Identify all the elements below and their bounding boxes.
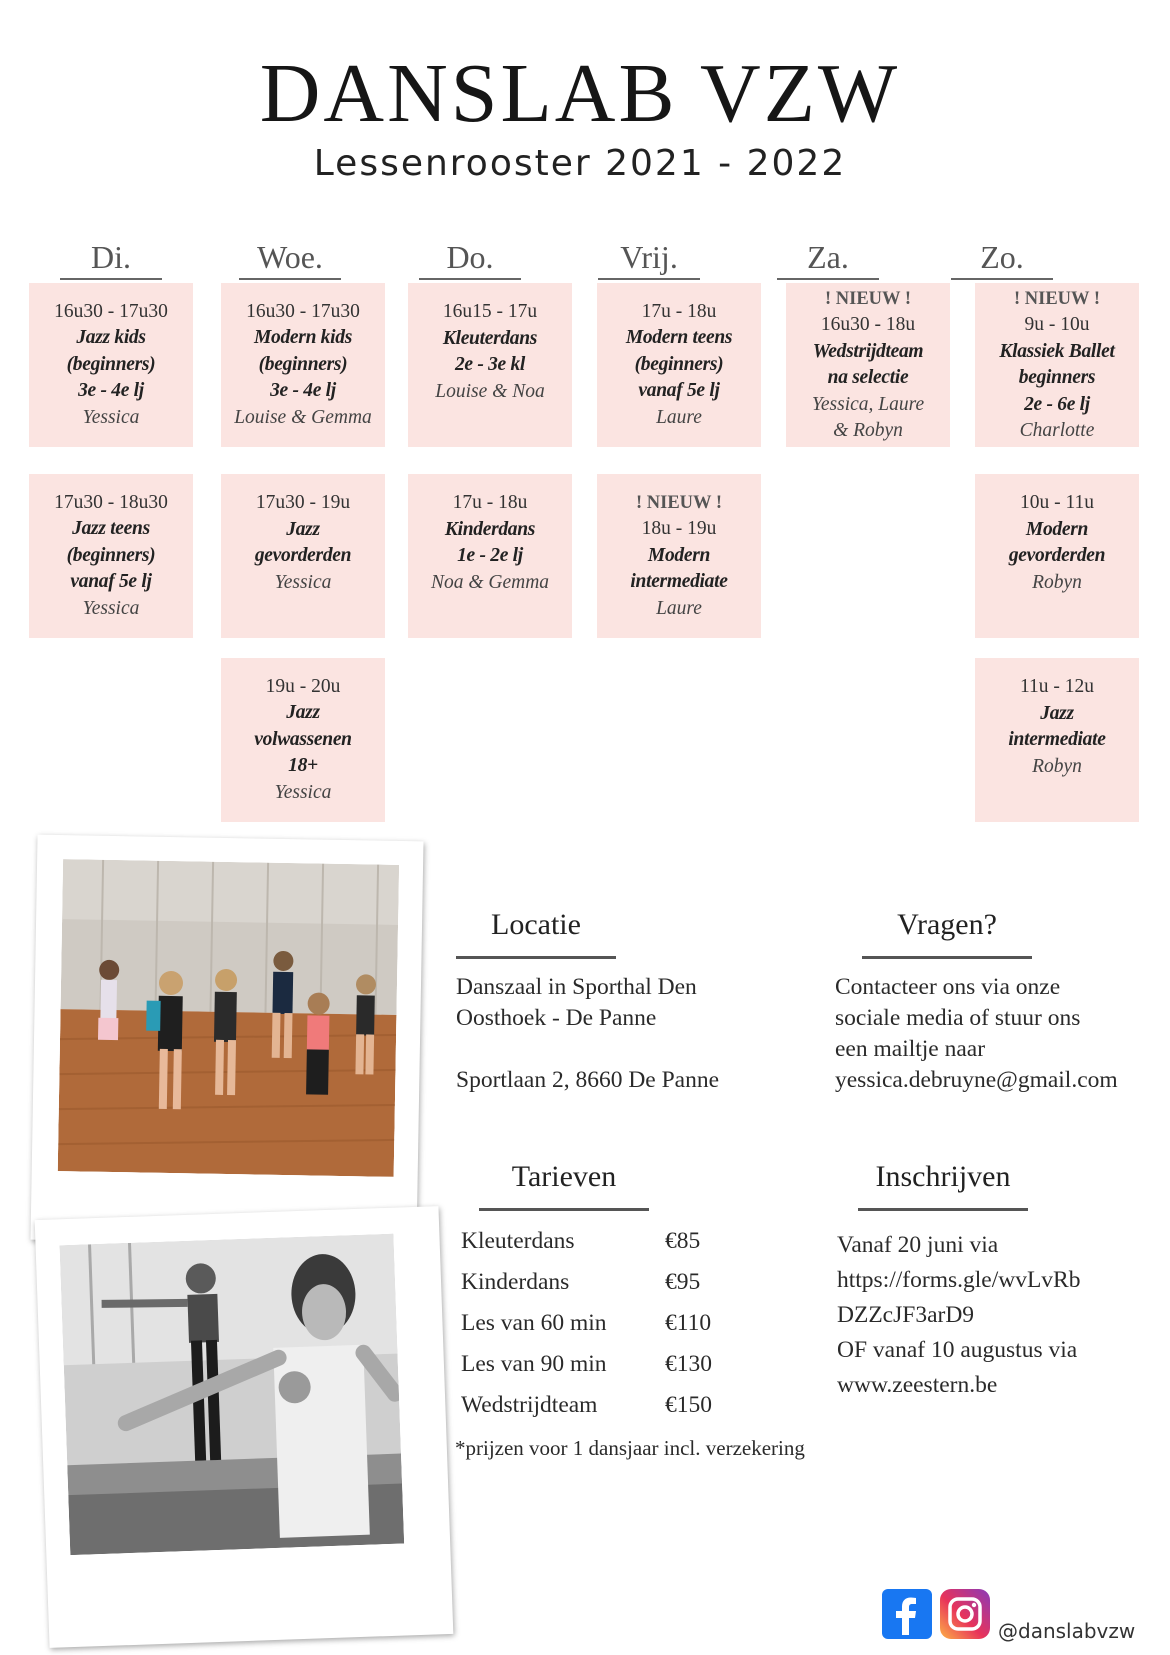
class-teacher: Robyn bbox=[1032, 755, 1082, 777]
class-level: 2e - 3e kl bbox=[454, 354, 526, 375]
class-card-zo-3 bbox=[975, 658, 1139, 822]
class-name: Wedstrijdteam bbox=[812, 340, 924, 362]
price-label: Kleuterdans bbox=[461, 1228, 575, 1254]
class-name: Modern teens bbox=[625, 327, 733, 349]
class-level: 3e - 4e lj bbox=[270, 380, 336, 402]
facebook-icon[interactable] bbox=[882, 1589, 932, 1639]
class-name: na selectie bbox=[827, 367, 909, 388]
class-teacher: Yessica bbox=[82, 597, 140, 619]
class-time: 17u - 18u bbox=[641, 300, 717, 322]
day-header-di: Di. bbox=[60, 238, 162, 280]
class-name: gevorderden bbox=[1008, 545, 1106, 566]
class-teacher: Charlotte bbox=[1019, 420, 1095, 441]
class-level: 1e - 2e lj bbox=[457, 545, 523, 566]
class-name: (beginners) bbox=[66, 544, 156, 566]
inschrijven-line: Vanaf 20 juni via bbox=[837, 1232, 999, 1258]
class-name: Kleuterdans bbox=[442, 327, 538, 349]
class-name: Kinderdans bbox=[444, 518, 536, 540]
price-label: Les van 60 min bbox=[461, 1310, 607, 1336]
class-card-zo-1 bbox=[975, 283, 1139, 447]
class-name: volwassenen bbox=[254, 728, 352, 750]
inschrijven-heading: Inschrijven bbox=[875, 1160, 1011, 1193]
class-card-do-2 bbox=[408, 474, 572, 638]
class-teacher: Louise & Gemma bbox=[234, 406, 372, 428]
class-time: 10u - 11u bbox=[1019, 492, 1095, 513]
class-time: 17u30 - 19u bbox=[255, 492, 351, 513]
locatie-line: Oosthoek - De Panne bbox=[456, 1005, 657, 1031]
class-card-vrij-1 bbox=[597, 283, 761, 447]
price-value: €85 bbox=[665, 1228, 701, 1254]
locatie-spacer bbox=[456, 1034, 796, 1065]
inschrijven-text bbox=[837, 1228, 1157, 1403]
price-value: €150 bbox=[665, 1392, 712, 1418]
class-time: 16u30 - 17u30 bbox=[54, 300, 168, 322]
dancer-photo bbox=[60, 1234, 405, 1555]
social-handle[interactable]: @danslabvzw bbox=[998, 1619, 1136, 1643]
class-card-woe-1 bbox=[221, 283, 385, 447]
class-teacher: Louise & Noa bbox=[435, 380, 545, 402]
class-card-vrij-2 bbox=[597, 474, 761, 638]
tarieven-rule bbox=[479, 1208, 649, 1211]
class-name: Jazz bbox=[286, 518, 320, 540]
vragen-text bbox=[835, 972, 1165, 1096]
day-header-zo: Zo. bbox=[951, 238, 1053, 280]
class-name: beginners bbox=[1018, 367, 1096, 388]
inschrijven-line: OF vanaf 10 augustus via bbox=[837, 1337, 1078, 1363]
price-label: Kinderdans bbox=[461, 1269, 570, 1295]
email-link[interactable]: yessica.debruyne@gmail.com bbox=[835, 1067, 1118, 1093]
locatie-text bbox=[456, 972, 796, 1096]
polaroid-frame-2 bbox=[35, 1206, 454, 1648]
class-name: gevorderden bbox=[254, 545, 352, 566]
class-time: 16u15 - 17u bbox=[442, 301, 538, 322]
class-time: 17u - 18u bbox=[452, 492, 528, 513]
polaroid-frame-1 bbox=[30, 835, 423, 1247]
class-level: 3e - 4e lj bbox=[78, 380, 144, 402]
price-label: Les van 90 min bbox=[461, 1351, 607, 1377]
class-teacher: Laure bbox=[656, 597, 702, 619]
class-time: 16u30 - 17u30 bbox=[246, 300, 360, 322]
class-card-do-1 bbox=[408, 283, 572, 447]
class-teacher: Yessica bbox=[274, 571, 332, 593]
class-name: intermediate bbox=[1008, 729, 1106, 750]
class-teacher: Yessica bbox=[82, 406, 140, 428]
new-badge: ! NIEUW ! bbox=[825, 288, 911, 309]
class-level: vanaf 5e lj bbox=[70, 571, 152, 593]
class-name: Klassiek Ballet bbox=[999, 340, 1115, 362]
locatie-address: Sportlaan 2, 8660 De Panne bbox=[456, 1067, 720, 1093]
form-link[interactable]: DZZcJF3arD9 bbox=[837, 1302, 975, 1328]
locatie-rule bbox=[456, 956, 616, 959]
class-name: (beginners) bbox=[66, 353, 156, 375]
class-name: intermediate bbox=[630, 571, 728, 593]
dance-class-photo bbox=[58, 859, 399, 1177]
class-time: 16u30 - 18u bbox=[820, 314, 916, 335]
class-name: Jazz bbox=[286, 702, 320, 724]
locatie-line: Danszaal in Sporthal Den bbox=[456, 974, 697, 1000]
locatie-heading: Locatie bbox=[491, 908, 581, 941]
class-name: Jazz kids bbox=[76, 327, 146, 349]
class-teacher: Yessica, Laure bbox=[811, 393, 925, 415]
class-time: 18u - 19u bbox=[641, 518, 717, 540]
website-link[interactable]: www.zeestern.be bbox=[837, 1372, 998, 1398]
class-card-woe-3 bbox=[221, 658, 385, 822]
class-card-di-1 bbox=[29, 283, 193, 447]
class-name: Modern bbox=[647, 544, 711, 566]
vragen-line: sociale media of stuur ons bbox=[835, 1005, 1081, 1031]
inschrijven-rule bbox=[858, 1208, 1028, 1211]
new-badge: ! NIEUW ! bbox=[636, 492, 722, 513]
day-header-do: Do. bbox=[419, 238, 521, 280]
day-header-woe: Woe. bbox=[239, 238, 341, 280]
class-card-za-1 bbox=[786, 283, 950, 447]
instagram-icon[interactable] bbox=[940, 1589, 990, 1639]
class-time: 17u30 - 18u30 bbox=[54, 491, 168, 513]
day-header-za: Za. bbox=[777, 238, 879, 280]
new-badge: ! NIEUW ! bbox=[1014, 288, 1100, 309]
page-title: DANSLAB VZW bbox=[259, 47, 901, 140]
class-name: (beginners) bbox=[634, 353, 724, 375]
page-subtitle: Lessenrooster 2021 - 2022 bbox=[313, 143, 847, 184]
class-teacher: Laure bbox=[656, 406, 702, 428]
vragen-rule bbox=[862, 956, 1032, 959]
class-card-zo-2 bbox=[975, 474, 1139, 638]
price-value: €110 bbox=[665, 1310, 712, 1336]
class-card-di-2 bbox=[29, 474, 193, 638]
class-time: 19u - 20u bbox=[265, 675, 341, 697]
class-level: vanaf 5e lj bbox=[638, 380, 720, 402]
price-note: *prijzen voor 1 dansjaar incl. verzekering bbox=[455, 1436, 805, 1460]
class-teacher: Robyn bbox=[1032, 571, 1082, 593]
class-level: 18+ bbox=[288, 755, 318, 777]
day-header-vrij: Vrij. bbox=[598, 238, 700, 280]
price-label: Wedstrijdteam bbox=[461, 1392, 598, 1418]
class-time: 9u - 10u bbox=[1024, 314, 1090, 335]
vragen-line: Contacteer ons via onze bbox=[835, 974, 1061, 1000]
price-value: €95 bbox=[665, 1269, 701, 1295]
class-card-woe-2 bbox=[221, 474, 385, 638]
form-link[interactable]: https://forms.gle/wvLvRb bbox=[837, 1267, 1081, 1293]
class-name: (beginners) bbox=[258, 353, 348, 375]
class-level: 2e - 6e lj bbox=[1024, 393, 1090, 415]
class-teacher: Yessica bbox=[274, 781, 332, 803]
class-name: Modern kids bbox=[253, 327, 352, 349]
class-name: Jazz bbox=[1040, 702, 1074, 724]
class-name: Jazz teens bbox=[72, 518, 150, 540]
class-teacher: Noa & Gemma bbox=[430, 571, 550, 593]
vragen-heading: Vragen? bbox=[897, 908, 997, 941]
class-time: 11u - 12u bbox=[1019, 676, 1095, 697]
class-teacher: & Robyn bbox=[833, 420, 903, 441]
tarieven-heading: Tarieven bbox=[511, 1160, 617, 1193]
price-value: €130 bbox=[665, 1351, 712, 1377]
class-name: Modern bbox=[1025, 518, 1089, 540]
vragen-line: een mailtje naar bbox=[835, 1036, 986, 1062]
